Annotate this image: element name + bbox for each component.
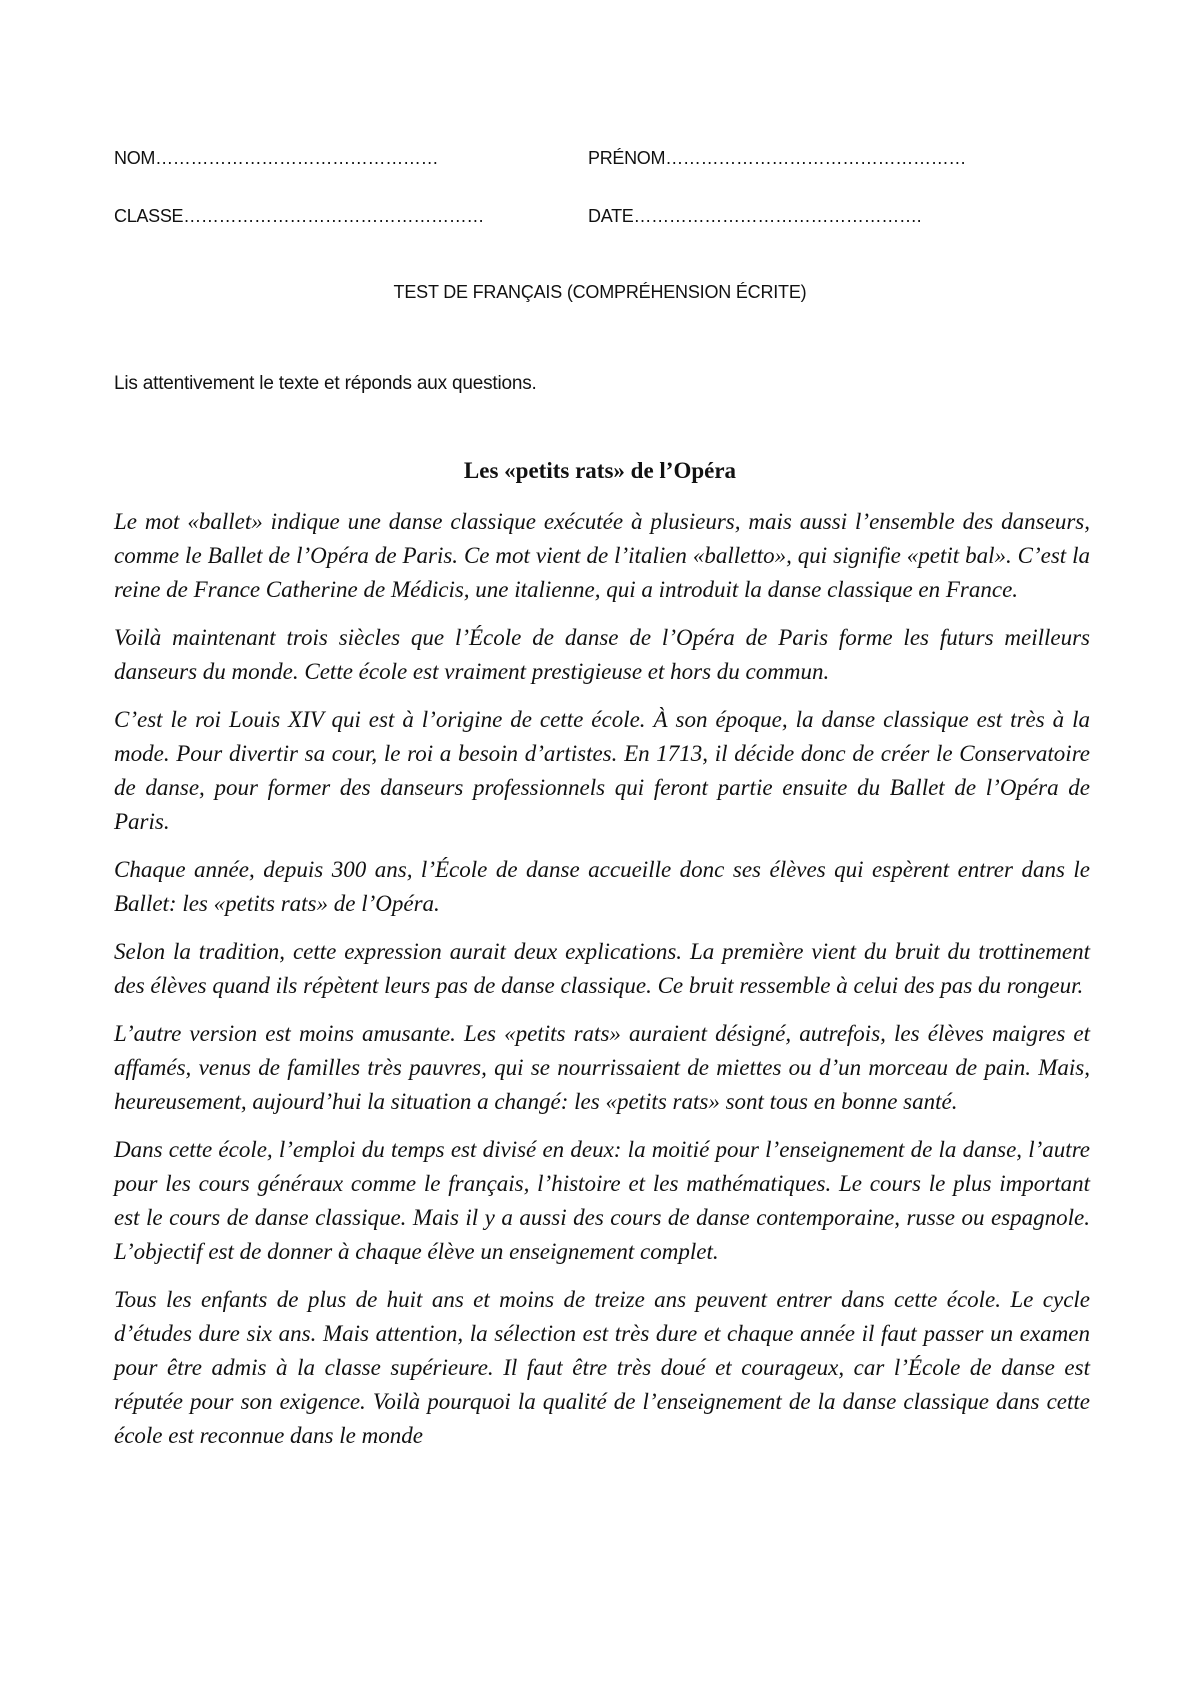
paragraph: L’autre version est moins amusante. Les «petits rats» auraient désigné, autrefois, les élèves maigres et affamés, venus de familles très pauvres, qui se nourrissaient de miettes ou d’un morceau de pain. Mais, heureusement, aujourd’hui la situation a changé: les «petits rats» sont tous en bonne santé. xyxy=(114,1021,1090,1114)
paragraph: Dans cette école, l’emploi du temps est divisé en deux: la moitié pour l’enseignement de la danse, l’autre pour les cours généraux comme le français, l’histoire et les mathématiques. Le cours le plus important est le cours de danse classique. Mais il y a aussi des cours de danse contemporaine, russe ou espagnole. L’objectif est de donner à chaque élève un enseignement complet. xyxy=(114,1137,1090,1264)
nom-field: NOM………………………………………… xyxy=(114,148,439,168)
instruction-text: Lis attentivement le texte et réponds aux questions. xyxy=(114,373,537,394)
paragraph: Chaque année, depuis 300 ans, l’École de danse accueille donc ses élèves qui espèrent entrer dans le Ballet: les «petits rats» de l’Opéra. xyxy=(114,857,1090,916)
paragraph: Le mot «ballet» indique une danse classique exécutée à plusieurs, mais aussi l’ensemble des danseurs, comme le Ballet de l’Opéra de Paris. Ce mot vient de l’italien «balletto», qui signifie «petit bal». C’est la reine de France Catherine de Médicis, une italienne, qui a introduit la danse classique en France. xyxy=(114,509,1090,602)
field-row-1 xyxy=(114,148,1014,206)
paragraph: Tous les enfants de plus de huit ans et moins de treize ans peuvent entrer dans cette école. Le cycle d’études dure six ans. Mais attention, la sélection est très dure et chaque année il faut passer un examen pour être admis à la classe supérieure. Il faut être très doué et courageux, car l’École de danse est réputée pour son exigence. Voilà pourquoi la qualité de l’enseignement de la danse classique dans cette école est reconnue dans le monde xyxy=(114,1287,1090,1448)
reading-text-body xyxy=(114,505,1090,1467)
test-title: TEST DE FRANÇAIS (COMPRÉHENSION ÉCRITE) xyxy=(393,282,807,302)
paragraph: Selon la tradition, cette expression aurait deux explications. La première vient du bruit du trottinement des élèves quand ils répètent leurs pas de danse classique. Ce bruit ressemble à celui des pas du rongeur. xyxy=(114,939,1090,998)
paragraph: C’est le roi Louis XIV qui est à l’origine de cette école. À son époque, la danse classique est très à la mode. Pour divertir sa cour, le roi a besoin d’artistes. En 1713, il décide donc de créer le Conservatoire de danse, pour former des danseurs professionnels qui feront partie ensuite du Ballet de l’Opéra de Paris. xyxy=(114,707,1090,834)
date-field: DATE…………………………………………. xyxy=(588,206,922,226)
classe-field: CLASSE…………………………………………… xyxy=(114,206,485,226)
prenom-field: PRÉNOM…………………………………………… xyxy=(588,148,967,168)
field-row-2 xyxy=(114,206,1014,264)
paragraph: Voilà maintenant trois siècles que l’École de danse de l’Opéra de Paris forme les futurs meilleurs danseurs du monde. Cette école est vraiment prestigieuse et hors du commun. xyxy=(114,625,1090,684)
reading-text-title: Les «petits rats» de l’Opéra xyxy=(463,458,737,483)
student-info-fields xyxy=(114,148,1014,264)
